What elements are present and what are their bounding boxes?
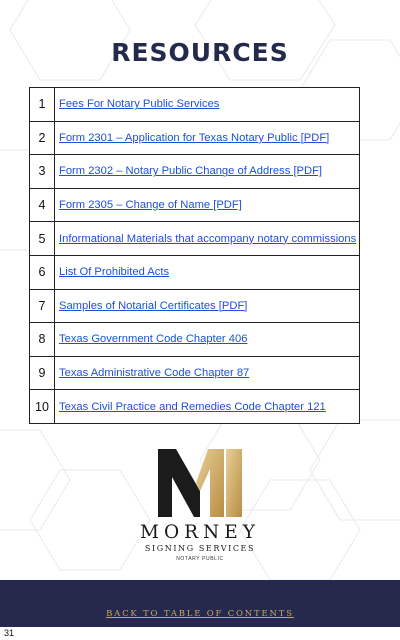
table-row [30,121,360,155]
row-number: 4 [30,188,55,222]
row-number: 5 [30,222,55,256]
row-number: 6 [30,255,55,289]
resources-table [29,87,360,424]
resource-link[interactable]: Texas Administrative Code Chapter 87 [59,367,250,380]
row-link-cell [55,88,360,122]
page-title: RESOURCES [111,38,289,67]
row-link-cell [55,390,360,424]
resource-link[interactable]: Form 2305 – Change of Name [PDF] [59,199,242,212]
resource-link[interactable]: Informational Materials that accompany notary commissions [59,232,357,245]
table-row [30,222,360,256]
row-link-cell [55,222,360,256]
table-row [30,356,360,390]
row-link-cell [55,155,360,189]
row-link-cell [55,121,360,155]
resource-link[interactable]: Fees For Notary Public Services [59,98,220,111]
row-number: 10 [30,390,55,424]
row-link-cell [55,356,360,390]
row-number: 9 [30,356,55,390]
resource-link[interactable]: Form 2301 – Application for Texas Notary Public [PDF] [59,131,330,144]
resource-link[interactable]: Form 2302 – Notary Public Change of Address [PDF] [59,165,323,178]
page-number: 31 [4,628,15,638]
row-number: 8 [30,323,55,357]
resource-link[interactable]: Samples of Notarial Certificates [PDF] [59,299,248,312]
row-number: 2 [30,121,55,155]
table-row [30,155,360,189]
back-to-contents-link[interactable]: BACK TO TABLE OF CONTENTS [106,609,294,619]
row-link-cell [55,289,360,323]
monogram-m-icon [154,447,246,519]
row-link-cell [55,255,360,289]
brand-subtitle: SIGNING SERVICES [144,544,256,553]
row-number: 3 [30,155,55,189]
row-link-cell [55,188,360,222]
footer-bar [0,580,400,627]
row-number: 1 [30,88,55,122]
table-row [30,88,360,122]
table-row [30,390,360,424]
row-number: 7 [30,289,55,323]
brand-name: MORNEY [140,522,260,543]
resource-link[interactable]: Texas Civil Practice and Remedies Code Chapter 121 [59,400,326,413]
brand-tagline: NOTARY PUBLIC [176,556,224,562]
table-row [30,255,360,289]
table-row [30,188,360,222]
morney-logo [140,447,260,572]
table-row [30,289,360,323]
resource-link[interactable]: Texas Government Code Chapter 406 [59,333,248,346]
row-link-cell [55,323,360,357]
table-row [30,323,360,357]
resource-link[interactable]: List Of Prohibited Acts [59,266,170,279]
